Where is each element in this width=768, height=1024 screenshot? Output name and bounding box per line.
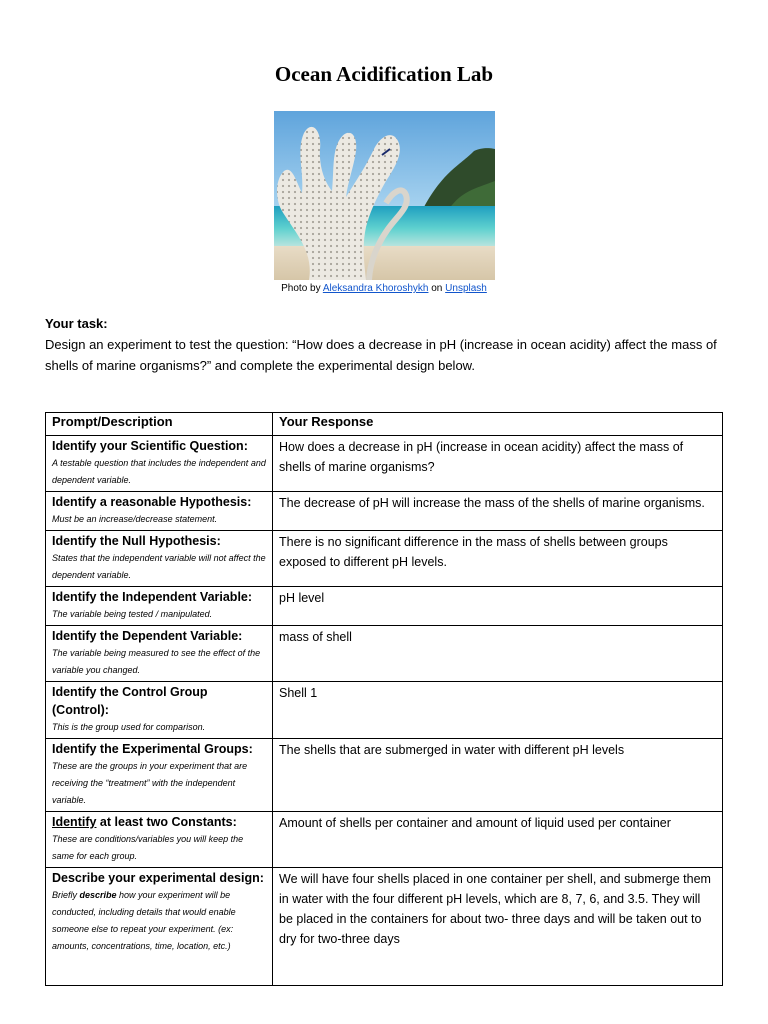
task-heading: Your task: [45,316,108,331]
prompt-title: Describe your experimental design: [52,871,264,885]
prompt-title: Identify the Dependent Variable: [52,629,243,643]
prompt-description: Must be an increase/decrease statement. [52,514,218,524]
unsplash-link[interactable]: Unsplash [445,283,487,294]
prompt-title: Identify your Scientific Question: [52,439,248,453]
prompt-cell [46,436,273,492]
table-row [46,682,723,739]
response-cell[interactable]: How does a decrease in pH (increase in ocean acidity) affect the mass of shells of marine organisms? [273,436,723,492]
header-response: Your Response [273,413,723,436]
prompt-title: Identify the Null Hypothesis: [52,534,221,548]
prompt-title: Identify the Independent Variable: [52,590,253,604]
desc-post: how your experiment will be conducted, including details that would enable someone else to repeat your experiment. (ex: amounts, concentrations, time, location, etc.) [52,890,236,951]
desc-pre: Briefly [52,890,80,900]
table-row [46,436,723,492]
header-prompt: Prompt/Description [46,413,273,436]
prompt-cell [46,682,273,739]
prompt-cell [46,868,273,986]
response-cell[interactable]: There is no significant difference in the mass of shells between groups exposed to different pH levels. [273,531,723,587]
table-row [46,868,723,986]
table-row [46,531,723,587]
prompt-description: A testable question that includes the independent and dependent variable. [52,458,266,485]
coral-beach-photo [274,111,495,280]
prompt-description: These are the groups in your experiment that are receiving the “treatment” with the independent variable. [52,761,248,805]
caption-middle: on [431,283,443,294]
caption-prefix: Photo by [281,283,321,294]
desc-bold: describe [79,890,117,900]
prompt-description [52,887,266,955]
prompt-cell [46,531,273,587]
response-cell[interactable]: We will have four shells placed in one container per shell, and submerge them in water with the four different pH levels, which are 8, 7, 6, and 3.5. They will be placed in the containers for about two- three days and will be taken out to dry for two-three days [273,868,723,986]
prompt-cell [46,739,273,812]
experimental-design-table [45,412,723,986]
table-row [46,587,723,626]
response-cell[interactable]: The decrease of pH will increase the mass of the shells of marine organisms. [273,492,723,531]
prompt-title-underlined: Identify [52,815,97,829]
photo-caption [0,283,768,294]
table-row [46,492,723,531]
prompt-cell [46,626,273,682]
prompt-title: Identify a reasonable Hypothesis: [52,495,252,509]
page-title: Ocean Acidification Lab [274,62,494,86]
author-link[interactable]: Aleksandra Khoroshykh [322,283,429,294]
prompt-title-rest: at least two Constants: [96,815,237,829]
response-cell[interactable]: pH level [273,587,723,626]
prompt-description: States that the independent variable will not affect the dependent variable. [52,553,266,580]
task-text: Design an experiment to test the question: “How does a decrease in pH (increase in ocean acidity) affect the mass of shells of marine organisms?” and complete the experimental design below. [45,337,717,373]
response-cell[interactable]: Shell 1 [273,682,723,739]
prompt-title [52,813,266,831]
prompt-description: This is the group used for comparison. [52,722,206,732]
response-cell[interactable]: The shells that are submerged in water with different pH levels [273,739,723,812]
prompt-description: The variable being measured to see the effect of the variable you changed. [52,648,261,675]
prompt-cell [46,492,273,531]
prompt-title: Identify the Experimental Groups: [52,742,253,756]
prompt-description: These are conditions/variables you will keep the same for each group. [52,834,244,861]
response-cell[interactable]: mass of shell [273,626,723,682]
response-cell[interactable]: Amount of shells per container and amount of liquid used per container [273,812,723,868]
prompt-description: The variable being tested / manipulated. [52,609,213,619]
prompt-title: Identify the Control Group (Control): [52,685,208,717]
coral-beach-image [274,111,495,280]
table-row [46,812,723,868]
table-row [46,626,723,682]
prompt-cell [46,587,273,626]
table-header-row [46,413,723,436]
table-row [46,739,723,812]
prompt-cell [46,812,273,868]
